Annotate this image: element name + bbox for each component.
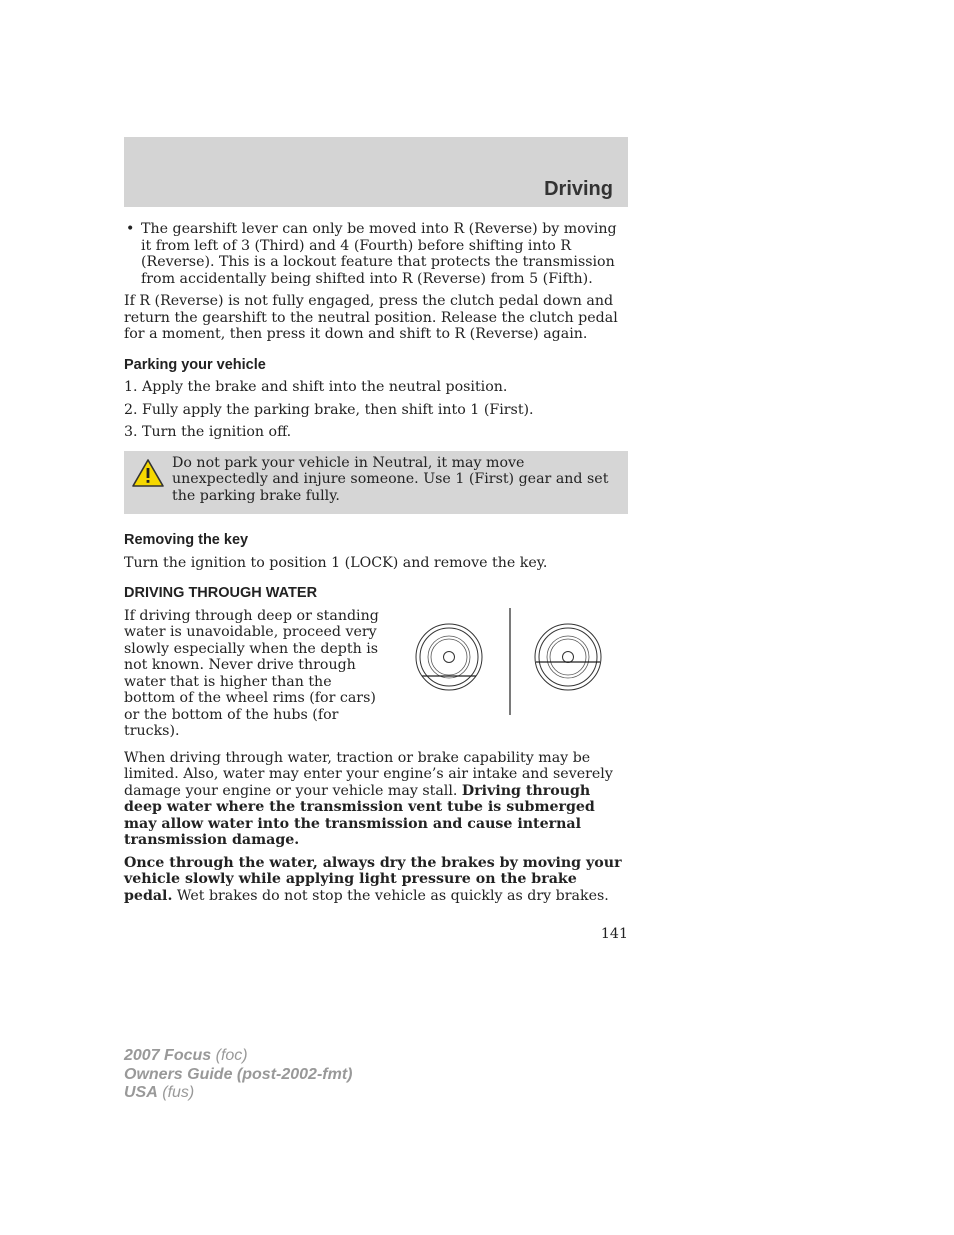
reverse-paragraph: If R (Reverse) is not fully engaged, press the clutch pedal down and return the gearshift to the neutral position. Release the clutch pedal for a moment, then press it down and shift to R (Reverse) again. — [124, 293, 618, 342]
water-paragraph-2 — [124, 750, 628, 849]
water-paragraph-2-normal: When driving through water, traction or brake capability may be limited. Also, water may enter your engine’s air intake and severely damage your engine or your vehicle may stall. — [124, 749, 613, 799]
footer-market: USA — [124, 1084, 158, 1101]
parking-step-2: 2. Fully apply the parking brake, then shift into 1 (First). — [124, 401, 534, 418]
page-content — [124, 221, 628, 910]
footer-model: 2007 Focus — [124, 1047, 212, 1064]
water-heading: DRIVING THROUGH WATER — [124, 585, 318, 601]
footer-model-code: (foc) — [215, 1047, 248, 1064]
footer-line-3 — [124, 1084, 352, 1103]
footer-market-code: (fus) — [162, 1084, 195, 1101]
parking-step-1: 1. Apply the brake and shift into the neutral position. — [124, 379, 508, 395]
parking-heading: Parking your vehicle — [124, 356, 266, 373]
warning-triangle-icon — [130, 457, 166, 489]
car-wheel-drawing — [416, 624, 482, 690]
parking-step-3: 3. Turn the ignition off. — [124, 424, 292, 440]
water-section — [124, 608, 628, 740]
gearshift-bullet: • The gearshift lever can only be moved into R (Reverse) by moving it from left of 3 (Third) and 4 (Fourth) before shifting into R (Reverse). This is a lockout feature that protects the transmission from accidentally being shifted into R (Reverse) from 5 (Fifth). — [124, 221, 628, 287]
footer-line-1 — [124, 1047, 352, 1066]
footer-guide: Owners Guide (post-2002-fmt) — [124, 1065, 353, 1083]
document-footer — [124, 1047, 352, 1103]
water-text: If driving through deep or standing water is unavoidable, proceed very slowly especially when the depth is not known. Never drive through water that is higher than the bottom of the wheel rims (for cars) or the bottom of the hubs (for trucks). — [124, 607, 379, 739]
section-header — [124, 137, 628, 207]
water-paragraph-3-normal: Wet brakes do not stop the vehicle as quickly as dry brakes. — [176, 887, 609, 904]
page-number: 141 — [600, 926, 628, 942]
warning-text: Do not park your vehicle in Neutral, it may move unexpectedly and injure someone. Use 1 (First) gear and set the parking brake fully. — [172, 454, 609, 504]
water-paragraph-3 — [124, 855, 628, 905]
wheel-water-level-illustration — [380, 608, 628, 720]
key-heading: Removing the key — [124, 532, 249, 548]
water-paragraph-3-bold: Once through the water, always dry the brakes by moving your vehicle slowly while applying light pressure on the brake pedal. — [124, 854, 622, 904]
section-title: Driving — [544, 178, 613, 200]
footer-line-2 — [124, 1066, 352, 1085]
water-paragraph-2-bold: Driving through deep water where the transmission vent tube is submerged may allow water into the transmission and cause internal transmission damage. — [124, 782, 595, 848]
warning-box — [124, 451, 628, 515]
key-text: Turn the ignition to position 1 (LOCK) and remove the key. — [124, 554, 548, 571]
truck-wheel-drawing — [535, 624, 601, 690]
